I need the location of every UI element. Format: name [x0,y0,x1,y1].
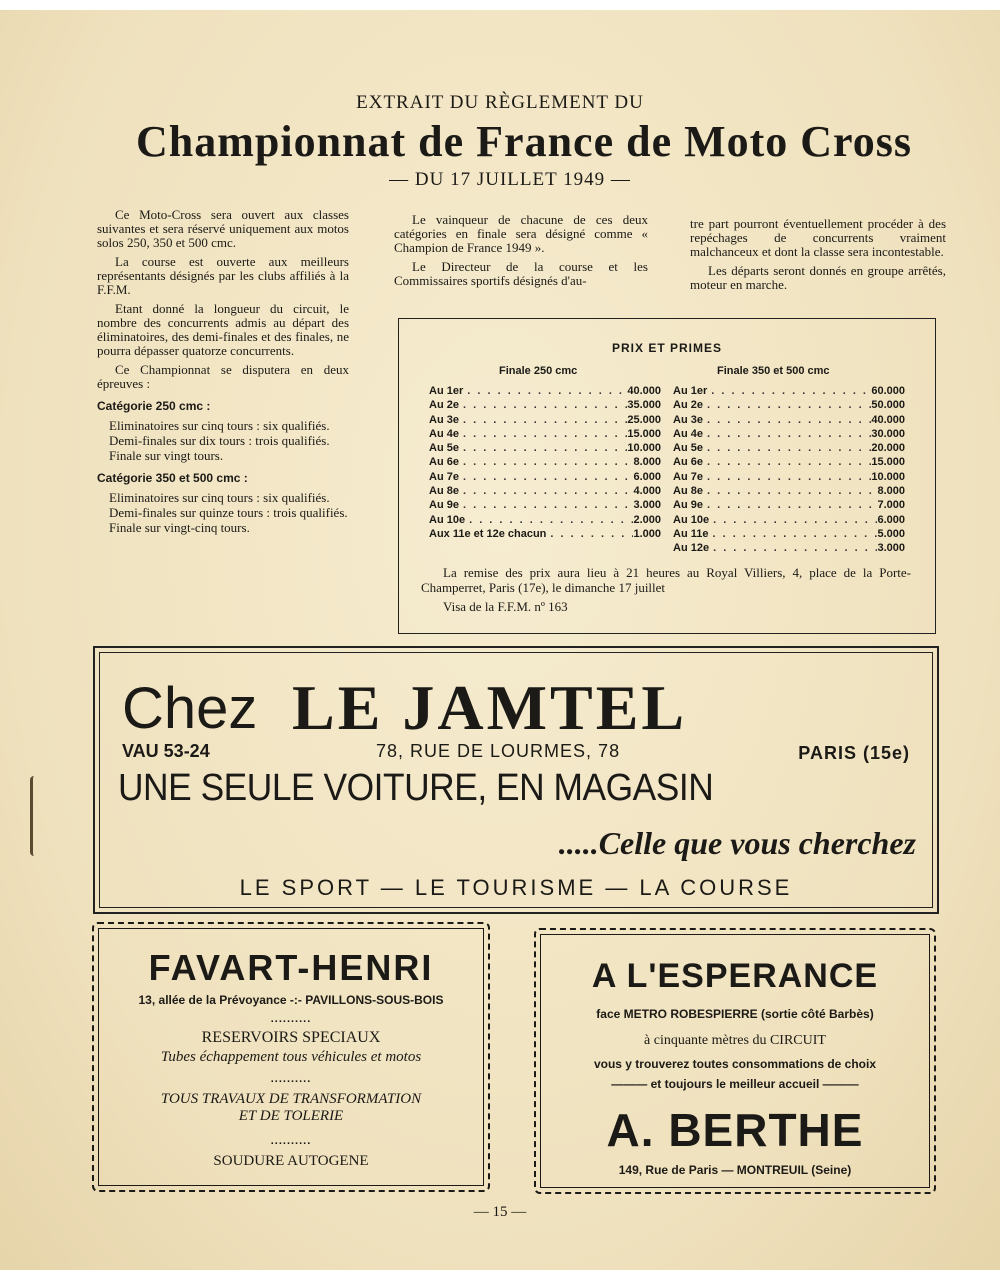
prize-box [398,318,936,634]
leader-dots [459,399,627,413]
prize-row [673,428,905,442]
leader-dots [709,542,877,556]
prize-list-250 [429,385,661,542]
prize-place: Au 5e [673,442,703,455]
text-column-3 [690,217,946,297]
ad-inner-border [99,652,933,908]
prize-amount: 25.000 [627,413,661,426]
prize-amount: 5.000 [877,527,905,540]
prize-place: Au 1er [673,385,708,397]
prize-amount: 2.000 [633,513,661,526]
leader-dots [703,428,871,442]
prize-place: Au 5e [429,442,459,455]
leader-dots [703,414,871,428]
ad-a-l-esperance [534,928,936,1194]
article-title: Championnat de France de Moto Cross [135,117,913,166]
ad-line: vous y trouverez toutes consommations de choix [593,1057,877,1071]
leader-dots [459,414,627,428]
prize-amount: 15.000 [627,427,661,440]
leader-dots [546,528,633,542]
leader-dots [459,485,634,499]
prize-row [673,514,905,528]
prize-amount: 20.000 [871,442,905,455]
prize-amount: 10.000 [871,470,905,483]
prize-amount: 40.000 [627,385,661,397]
leader-dots [459,428,627,442]
paragraph: Le vainqueur de chacune de ces deux catégories en finale sera désigné comme « Champion de France 1949 ». [394,212,648,255]
category-line: Eliminatoires sur cinq tours : six qualifiés. [109,490,330,505]
prize-place: Au 9e [673,499,703,512]
prize-row [673,456,905,470]
page-number: — 15 — [473,1204,527,1220]
separator: .......... [270,1135,312,1147]
prize-row [429,456,661,470]
leader-dots [703,442,871,456]
prize-row [429,428,661,442]
prize-place: Au 4e [429,427,459,440]
prize-row [429,414,661,428]
prize-title: PRIX ET PRIMES [611,341,723,355]
category-line: Finale sur vingt tours. [109,448,224,463]
leader-dots [459,442,627,456]
prize-row [429,399,661,413]
separator: .......... [270,1073,312,1085]
prize-row [673,528,905,542]
prize-place: Au 7e [673,470,703,483]
leader-dots [459,471,634,485]
prize-place: Aux 11e et 12e chacun [429,527,547,540]
ad-inner-border [540,934,930,1188]
prize-place: Au 1er [429,385,464,397]
finale-350-500-heading: Finale 350 et 500 cmc [717,365,830,377]
prize-place: Au 4e [673,427,703,440]
leader-dots [463,385,627,399]
prize-amount: 4.000 [633,485,661,498]
ad-line: ——— et toujours le meilleur accueil ——— [611,1077,859,1091]
ad-slogan: UNE SEULE VOITURE, EN MAGASIN [118,767,714,809]
paragraph: Le Directeur de la course et les Commissaires sportifs désignés d'au- [394,259,648,288]
leader-dots [709,514,877,528]
ad-city: PARIS (15e) [798,743,910,763]
leader-dots [703,456,871,470]
text-column-1 [97,208,349,536]
leader-dots [708,528,877,542]
ad-owner-name: A. BERTHE [606,1104,864,1156]
binding-mark [30,776,38,856]
category-heading: Catégorie 350 et 500 cmc : [97,471,248,485]
prize-row [673,385,905,399]
ad-line: à cinquante mètres du CIRCUIT [644,1033,826,1048]
category-heading: Catégorie 250 cmc : [97,399,211,413]
prize-row [429,471,661,485]
prize-place: Au 11e [673,527,709,540]
prize-row [429,385,661,399]
ad-business-name: FAVART-HENRI [148,947,434,988]
prize-row [429,528,661,542]
ad-address: 78, RUE DE LOURMES, 78 [376,741,621,761]
ad-line: RESERVOIRS SPECIAUX [201,1029,381,1046]
leader-dots [703,471,871,485]
paragraph: La course est ouverte aux meilleurs représentants désignés par les clubs affiliés à la F.F.M. [97,254,349,297]
leader-dots [703,499,878,513]
prize-place: Au 12e [673,542,710,555]
prize-row [673,442,905,456]
leader-dots [703,399,871,413]
paragraph: Les départs seront donnés en groupe arrêtés, moteur en marche. [690,263,946,292]
prize-row [673,471,905,485]
prize-amount: 40.000 [871,413,905,426]
prize-amount: 30.000 [871,427,905,440]
prize-place: Au 10e [673,513,710,526]
prize-ceremony-note: La remise des prix aura lieu à 21 heures au Royal Villiers, 4, place de la Porte-Champerret, Paris (17e), le dimanche 17 juillet [421,565,911,595]
ad-favart-henri [92,922,490,1192]
prize-place: Au 10e [429,513,466,526]
category-line: Demi-finales sur dix tours : trois qualifiés. [109,433,330,448]
ad-line: Tubes échappement tous véhicules et motos [160,1049,422,1065]
leader-dots [465,514,633,528]
prize-place: Au 8e [673,485,703,498]
paragraph: Ce Moto-Cross sera ouvert aux classes suivantes et sera réservé uniquement aux motos solos 250, 350 et 500 cmc. [97,207,349,250]
article-dateline: — DU 17 JUILLET 1949 — [389,169,631,190]
leader-dots [459,499,634,513]
prize-place: Au 9e [429,499,459,512]
prize-amount: 50.000 [871,399,905,412]
prize-place: Au 8e [429,485,459,498]
finale-250-heading: Finale 250 cmc [499,365,578,377]
category-line: Finale sur vingt-cinq tours. [109,520,250,535]
ad-line-part: ET DE TOLERIE [238,1108,344,1124]
ad-phone: VAU 53-24 [122,741,210,761]
leader-dots [707,385,871,399]
ad-line [99,1091,483,1125]
ad-business-name: A L'ESPERANCE [591,957,879,995]
prize-row [673,499,905,513]
prize-place: Au 2e [429,399,459,412]
prize-place: Au 3e [673,413,703,426]
ad-address: 13, allée de la Prévoyance -:- PAVILLONS-SOUS-BOIS [138,993,444,1007]
prize-amount: 60.000 [871,385,905,397]
prize-place: Au 6e [673,456,703,469]
ad-inner-border [98,928,484,1186]
prize-place: Au 3e [429,413,459,426]
prize-row [673,414,905,428]
prize-amount: 8.000 [633,456,661,469]
prize-amount: 3.000 [633,499,661,512]
prize-row [673,542,905,556]
ad-address: 149, Rue de Paris — MONTREUIL (Seine) [618,1163,852,1177]
text-column-2 [394,213,648,293]
prize-amount: 10.000 [627,442,661,455]
prize-amount: 1.000 [633,527,661,540]
ad-business-name: LE JAMTEL [292,672,688,743]
prize-amount: 35.000 [627,399,661,412]
separator: .......... [270,1013,312,1025]
prize-row [429,485,661,499]
paragraph: Etant donné la longueur du circuit, le nombre des concurrents admis au départ des éliminatoires, des demi-finales et des finales, ne pourra dépasser quatorze concurrents. [97,301,349,358]
prize-place: Au 6e [429,456,459,469]
prize-row [673,399,905,413]
prize-place: Au 2e [673,399,703,412]
leader-dots [459,456,634,470]
article-header [0,92,1000,191]
prize-amount: 15.000 [871,456,905,469]
paragraph: Ce Championnat se disputera en deux épreuves : [97,362,349,391]
prize-amount: 6.000 [877,513,905,526]
prize-place: Au 7e [429,470,459,483]
visa-line: Visa de la F.F.M. nº 163 [443,599,568,614]
category-line: Eliminatoires sur cinq tours : six qualifiés. [109,418,330,433]
category-line: Demi-finales sur quinze tours : trois qualifiés. [109,505,348,520]
prize-list-350-500 [673,385,905,557]
ad-tagline: LE SPORT — LE TOURISME — LA COURSE [239,875,793,900]
prize-amount: 3.000 [877,542,905,555]
ad-line: face METRO ROBESPIERRE (sortie côté Barbès) [596,1007,874,1021]
prize-amount: 6.000 [633,470,661,483]
prize-amount: 7.000 [877,499,905,512]
ad-chez: Chez [122,676,258,741]
ad-tagline-script: .....Celle que vous cherchez [558,825,916,861]
prize-amount: 8.000 [877,485,905,498]
prize-row [429,499,661,513]
prize-row [429,442,661,456]
leader-dots [703,485,878,499]
page-top-edge [0,0,1000,10]
ad-line: SOUDURE AUTOGENE [213,1153,369,1169]
ad-le-jamtel [93,646,939,914]
prize-row [673,485,905,499]
ad-line-part: TOUS TRAVAUX DE TRANSFORMATION [160,1091,422,1107]
article-kicker: EXTRAIT DU RÈGLEMENT DU [356,92,644,113]
prize-row [429,514,661,528]
paragraph: tre part pourront éventuellement procéder à des repéchages de concurrents vraiment malchanceux et dont la classe sera incontestable. [690,216,946,259]
